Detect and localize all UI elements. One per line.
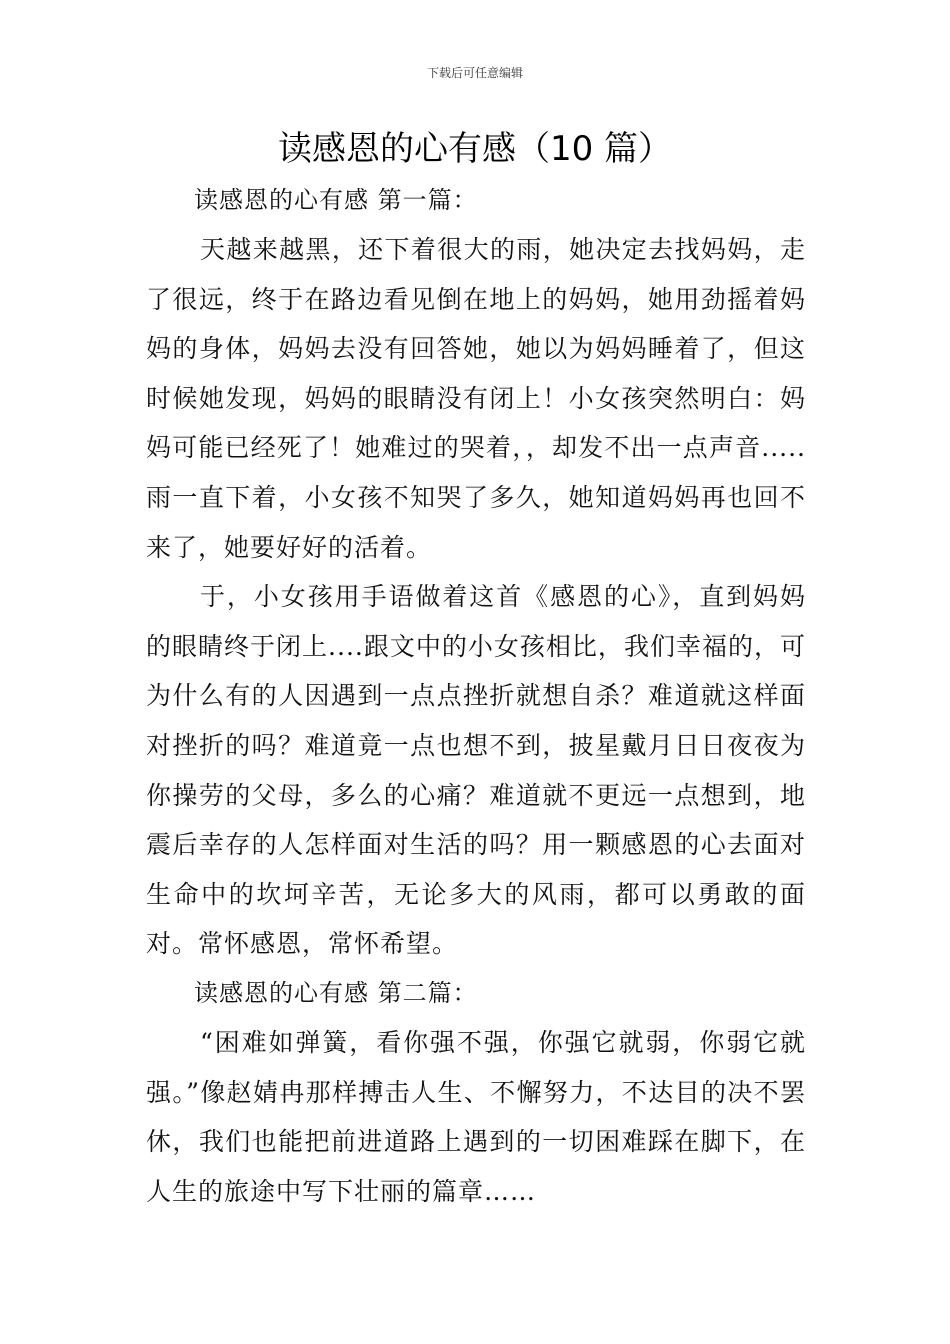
- header-note: 下载后可任意编辑: [426, 66, 523, 80]
- section-heading: 读感恩的心有感 第二篇：: [194, 978, 478, 1007]
- paragraph: 天越来越黑，还下着很大的雨，她决定去找妈妈，走了很远，终于在路边看见倒在地上的妈妈，她用劲摇着妈妈的身体，妈妈去没有回答她，她以为妈妈睡着了，但这时候她发现，妈妈的眼睛没有闭上！小女孩突然明白：妈妈可能已经死了！她难过的哭着，，却发不出一点声音.....雨一直下着，小女孩不知哭了多久，她知道妈妈再也回不来了，她要好好的活着。: [146, 235, 806, 562]
- section-1: [146, 176, 806, 969]
- section-heading: 读感恩的心有感 第一篇：: [194, 186, 478, 214]
- section-2: [146, 969, 806, 1216]
- document-body: [146, 176, 806, 1216]
- document-title: 读感恩的心有感（10 篇）: [277, 129, 673, 169]
- paragraph: “困难如弹簧，看你强不强，你强它就弱，你弱它就强。”像赵婧冉那样搏击人生、不懈努力，不达目的决不罢休，我们也能把前进道路上遇到的一切困难踩在脚下，在人生的旅途中写下壮丽的篇章……: [146, 1027, 806, 1206]
- paragraph: 于，小女孩用手语做着这首《感恩的心》，直到妈妈的眼睛终于闭上....跟文中的小女孩相比，我们幸福的，可为什么有的人因遇到一点点挫折就想自杀？难道就这样面对挫折的吗？难道竟一点也想不到，披星戴月日日夜夜为你操劳的父母，多么的心痛？难道就不更远一点想到，地震后幸存的人怎样面对生活的吗？用一颗感恩的心去面对生命中的坎坷辛苦，无论多大的风雨，都可以勇敢的面对。常怀感恩，常怀希望。: [146, 582, 806, 959]
